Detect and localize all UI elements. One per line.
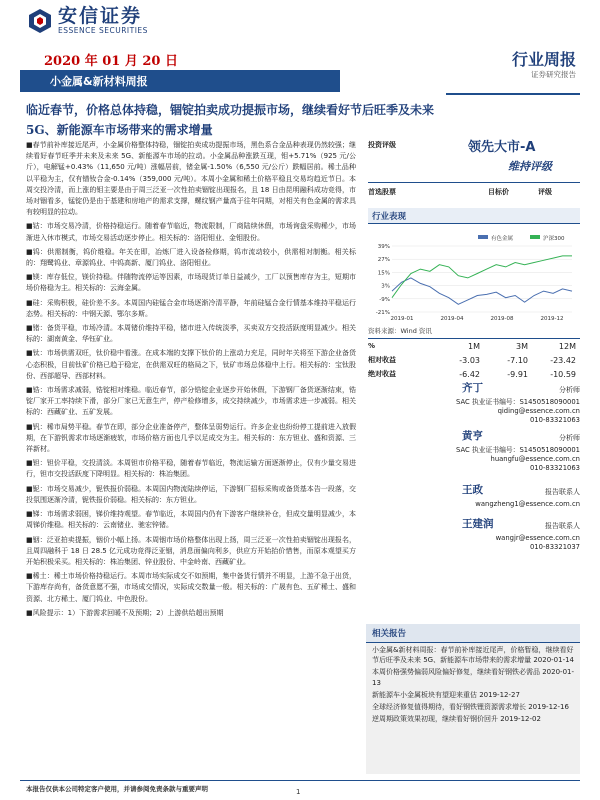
body-text	[26, 140, 356, 622]
y-tick-label: 3%	[381, 283, 390, 290]
logo-text: 安信证券	[58, 5, 143, 27]
analyst-cert: SAC 执业证书编号：S1450518090001	[456, 398, 580, 406]
analyst-role: 报告联系人	[545, 522, 580, 530]
paragraph: ■硅：采购积极，硅价差不多。本周国内硅锰合金市场逐渐冷清平静，年前硅锰合金行情基本维持平稳运行态势。相关标的：中钢天源、鄂尔多斯。	[26, 298, 356, 318]
legend-swatch	[530, 235, 540, 239]
paragraph: ■锆：市场需求减弱，锆锭相对维稳。临近春节，部分锆锭企业逐步开始休假，下游钢厂备货逐渐结束，锆锭厂家开工率持续下滑，部分厂家已无意生产，停产检修增多，成交持续减少，市场需求进一步减弱。相关标的：西藏矿业、五矿发展。	[26, 386, 356, 417]
table-header-cell: 12M	[558, 341, 576, 351]
analyst-role: 分析师	[559, 434, 580, 442]
footer-disclaimer: 本报告仅供本公司特定客户使用，并请参阅免责条款与重要声明	[26, 785, 208, 793]
analyst-email[interactable]: huangfu@essence.com.cn	[490, 455, 580, 463]
paragraph: ■锗：备货平稳，市场冷清。本周锗价维持平稳，锗市进入传统淡季，买卖双方交投活跃度明显减少。相关标的：湖南黄金、华钰矿业。	[26, 324, 356, 344]
logo-mark-icon	[28, 8, 52, 34]
paragraph: ■铟：泛亚拍卖提振，铟价小幅上扬。本周铟市场价格整体出现上扬，周三泛亚一次性拍卖锢锭出现报名，且周四融科于 18 日 28.5 亿元成功竞得泛亚铟，消息面偏向利多，供应方开始抬价惜售，而原本观望买方开始积极采买。相关标的：株冶集团、锌业股份、中金岭南、西藏矿业。	[26, 535, 356, 566]
y-tick-label: -21%	[375, 310, 390, 316]
picks-header	[368, 182, 580, 196]
chart-source: 资料来源：Wind 资讯	[368, 327, 432, 335]
analyst-phone: 010-83321063	[529, 464, 580, 472]
report-date: 2020 年 01 月 20 日	[44, 54, 178, 69]
y-tick-label: -9%	[379, 296, 390, 303]
table-cell: -10.59	[550, 369, 576, 379]
divider	[446, 93, 580, 95]
paragraph: ■铌：市场交易减少，铌铁报价弱稳。本周国内物流陆续停运，下游钢厂招标采购或备货基本告一段落，交投氛围逐渐冷清，铌铁报价弱稳。相关标的：东方钽业。	[26, 484, 356, 504]
analyst-name: 黄亨	[462, 430, 483, 442]
y-tick-label: 39%	[377, 244, 390, 250]
table-cell: -23.42	[550, 355, 576, 365]
table-row	[368, 353, 580, 367]
x-tick-label: 2019-01	[390, 316, 414, 322]
report-subtype: 证券研究报告	[531, 70, 576, 79]
paragraph: ■钛：市场供需双旺，钛价稳中看涨。在成本端的支撑下钛价的上涨动力充足，同时年关将至下游企业备货心态积极，目前钛矿价格已趋于稳定，在供需双旺的格局之下，钛矿市场总体稳中上行。相关标的：宝钛股份、西部超导、西部材料。	[26, 349, 356, 380]
performance-chart	[368, 232, 580, 324]
paragraph: ■锑：市场需求弱困，锑价维持观望。春节临近，本周国内仍有下游客户继续补仓，但成交量明显减少，本周锑价维稳。相关标的：云南锗业、驰宏锌锗。	[26, 510, 356, 530]
rating-label: 投资评级	[368, 141, 396, 149]
rating-sub: 维持评级	[508, 160, 552, 173]
report-title: 临近春节，价格总体持稳，锢锭拍卖成功提振市场，继续看好节后旺季及未来 5G、新能源车市场带来的需求增量	[26, 103, 435, 137]
analyst-card	[368, 486, 580, 514]
analyst-name: 王建润	[462, 518, 494, 530]
related-report-link[interactable]: 本周价格强势偏弱风险偏好修复，继续看好钢铁必需品 2020-01-13	[372, 668, 574, 687]
paragraph: ■钴：市场交易冷清，价格持稳运行。随着春节临近，物流限制，厂商陆续休假，市场询盘采购稀少，市场渐进入休市模式，市场交易活动逐步停止。相关标的：洛阳钼业、金钼股份。	[26, 222, 356, 242]
analyst-name: 齐丁	[462, 382, 483, 394]
row-label: 相对收益	[368, 356, 396, 364]
related-report-link[interactable]: 小金属&新材料周报：春节前补库接近尾声，价格暂稳，继续看好节后旺季及未来 5G、新能源车市场带来的需求增量 2020-01-14	[372, 646, 575, 665]
paragraph: ■钨：供需制衡，钨价维稳。年关在即，冶炼厂进入设备检修期，钨市流动较小，供需相对制衡。相关标的：翔鹭钨业、章源钨业、中钨高新、厦门钨业、洛阳钼业。	[26, 247, 356, 268]
paragraph: ■钒：稀市局势平稳。春节在即，部分企业准备停产，整体呈弱势运行。许多企业也纷纷停工提前进入放假期，在下游钒需求市场逐渐疲软，市场价格方面也几乎以足成交为主。相关标的：东方钽业、盛和资源、三祥新材。	[26, 422, 356, 454]
report-type: 行业周报	[511, 50, 576, 69]
analyst-card	[368, 384, 580, 430]
series-line	[392, 278, 572, 304]
table-cell: -6.42	[459, 369, 480, 379]
trend-section-header	[368, 208, 580, 224]
y-tick-label: 15%	[377, 270, 390, 277]
trend-section-title: 行业表现	[372, 212, 407, 222]
table-header-cell: 1M	[468, 341, 480, 351]
analyst-card	[368, 432, 580, 478]
analyst-email[interactable]: wangjr@essence.com.cn	[495, 534, 580, 542]
paragraph: ■稀土：稀土市场价格持稳运行。本周市场实际成交不如预期，集中备货行情并不明显，上游不急于出货，下游库存尚有，备货意愿不强，市场成交情况，实际成交数量一般。相关标的：广晟有色、五矿稀土、盛和资源、北方稀土、厦门钨业、中色股份。	[26, 572, 356, 603]
related-report-link[interactable]: 逆周期政策效果初现，继续看好钢价回升 2019-12-02	[372, 715, 541, 724]
footer-divider	[20, 780, 580, 781]
rating-value: 领先大市-A	[468, 140, 536, 155]
related-report-link[interactable]: 新能源车小金属板块有望迎来重估 2019-12-27	[372, 690, 520, 699]
analyst-email[interactable]: qiding@essence.com.cn	[497, 407, 580, 415]
paragraph: ■风险提示：1）下游需求回暖不及预期；2）上游供给超出预期	[26, 608, 224, 617]
table-cell: -3.03	[459, 355, 480, 365]
table-row	[368, 367, 580, 381]
related-report-link[interactable]: 全球经济修复值得期待，看好钢铁锂资源需求增长 2019-12-16	[372, 703, 569, 712]
legend-label: 沪深300	[543, 236, 565, 242]
table-cell: -7.10	[507, 355, 528, 365]
section-label: 小金属&新材料周报	[50, 75, 148, 88]
page-number: 1	[296, 788, 301, 796]
picks-col-target: 目标价	[488, 188, 509, 196]
paragraph: ■钽：钽价平稳，交投清淡。本周钽市价格平稳，随着春节临近，物流运输方面逐渐停止，仅有少量交易进行，钽市交投活跃度下降明显。相关标的：株冶集团。	[26, 459, 356, 479]
legend-label: 有色金属	[491, 236, 514, 242]
analyst-name: 王政	[462, 484, 483, 496]
paragraph: ■镁：库存低位，镁价持稳。伴随物流停运等因素，市场现货订单日益减少，工厂以预售库存为主，短期市场价格稳为主。相关标的：云海金属。	[26, 273, 356, 293]
y-tick-label: 27%	[377, 257, 390, 264]
analyst-role: 报告联系人	[545, 488, 580, 496]
analyst-cert: SAC 执业证书编号：S1450518090001	[456, 446, 580, 454]
analyst-card	[368, 520, 580, 556]
related-reports	[366, 624, 580, 774]
section-banner	[20, 70, 340, 92]
picks-col-rating: 评级	[538, 188, 552, 196]
analyst-phone: 010-83321037	[529, 543, 580, 551]
analyst-role: 分析师	[559, 386, 580, 394]
analyst-email[interactable]: wangzheng1@essence.com.cn	[475, 500, 580, 508]
x-tick-label: 2019-04	[440, 316, 464, 322]
x-tick-label: 2019-08	[490, 316, 514, 322]
legend-swatch	[478, 235, 488, 239]
performance-table	[368, 338, 580, 381]
table-header-row	[368, 339, 580, 353]
paragraph: ■春节前补库接近尾声，小金属价格整体持稳，锢锭拍卖成功提振市场，黑色系合金品种表现仍然较强；继续看好春节旺季并未来及未来 5G、新能源车市场的拉动。小金属品种涨跌互现，钼+5.71%（925 元/公斤），电解锰+0.43%（11,650 元/吨）涨幅居前，锗金属-1.50%（6,550 元/公斤）跌幅居前。稀土品种以平稳为主，仅有镨钕合金-0.14%（359,000 元/吨）。本周小金属和稀土价格平稳且交易均趋近节日。本周交投冷清，而上涨的钼主要是由于周三泛亚一次性拍卖锢锭出现报名，且 18 日由昆明融科成功竞得，市场对锢看多，锰锭仍是由于基建和房地产的需求支撑，螺纹钢产量高于往年同期，对相关有色金属的需求具有较明显的拉动。	[26, 141, 356, 217]
chart-svg	[368, 232, 580, 324]
analyst-phone: 010-83321063	[529, 416, 580, 424]
picks-col-stock: 首选股票	[368, 188, 396, 196]
related-reports-title: 相关报告	[366, 624, 580, 643]
table-header-cell: %	[368, 342, 376, 350]
x-tick-label: 2019-12	[540, 316, 564, 322]
logo	[28, 6, 148, 35]
logo-subtext: ESSENCE SECURITIES	[58, 26, 148, 35]
row-label: 绝对收益	[368, 370, 396, 378]
table-cell: -9.91	[507, 369, 528, 379]
table-header-cell: 3M	[516, 341, 528, 351]
